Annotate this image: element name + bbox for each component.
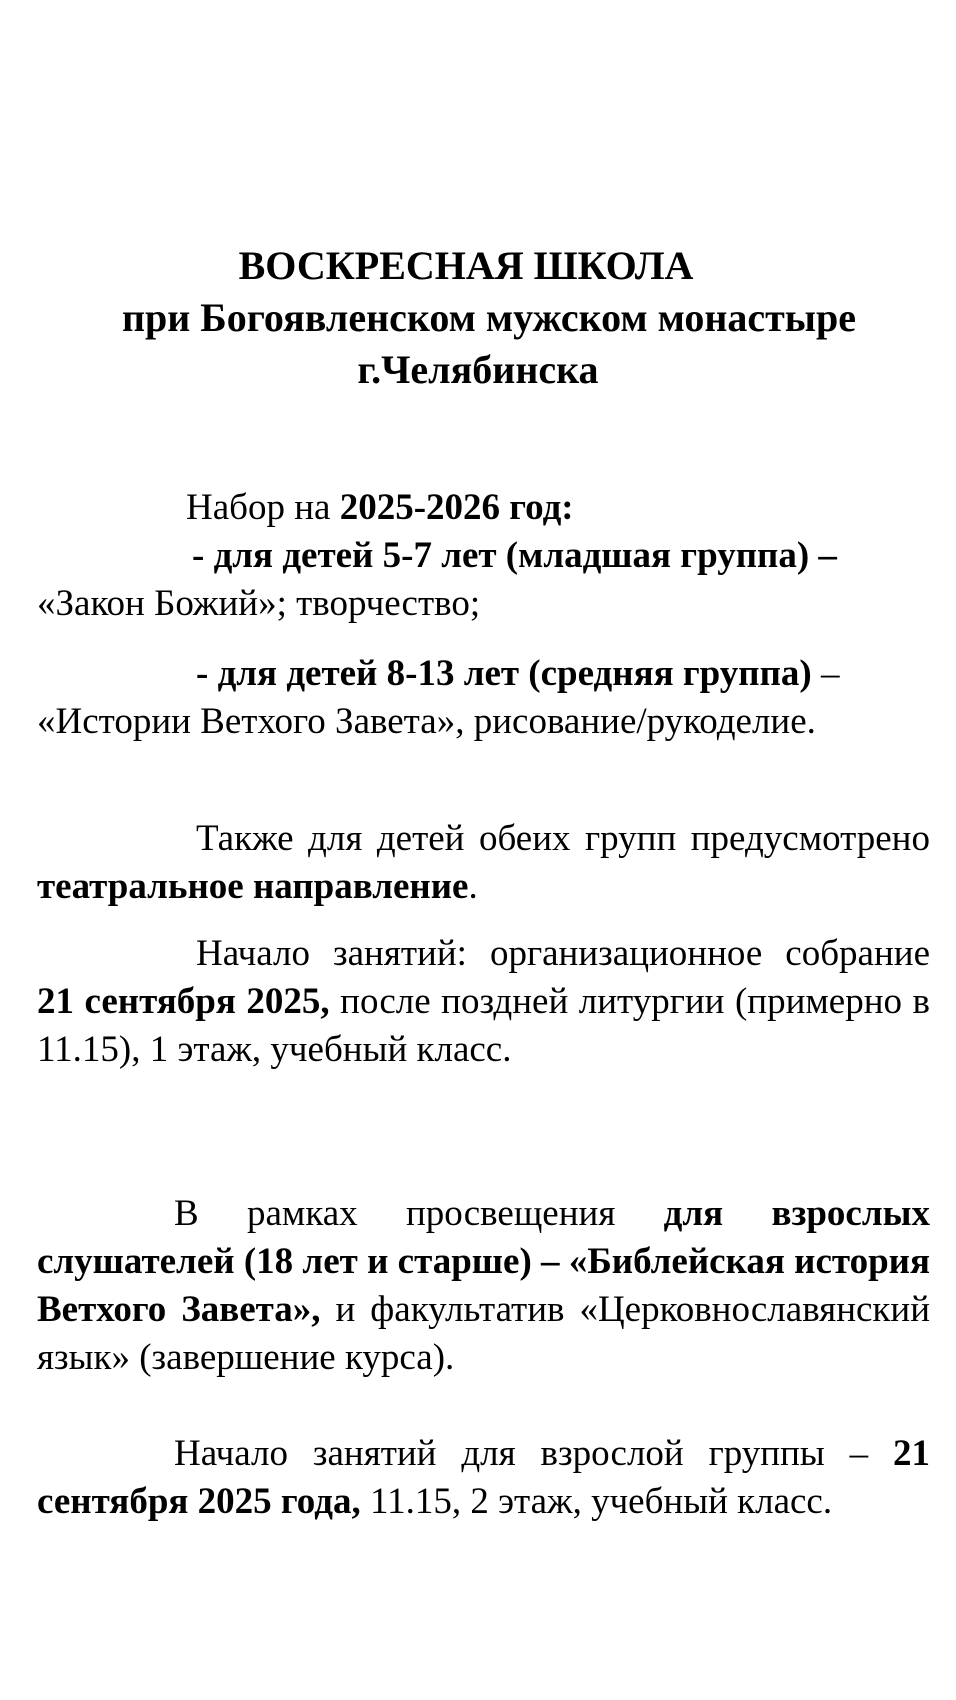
junior-group-label: - для детей 5-7 лет (младшая группа) – [192,535,837,576]
title-line-monastery: при Богоявленском мужском монастыре [121,295,857,340]
middle-group-heading [37,650,930,698]
middle-group-subjects: «Истории Ветхого Завета», рисование/рукоделие. [37,701,816,742]
intake-year: 2025-2026 год: [339,487,574,528]
intake-heading [37,484,930,532]
adults-prefix: В рамках просвещения [174,1193,664,1234]
junior-group-subjects: «Закон Божий»; творчество; [37,583,481,624]
adults-highlight: для взрослых слушателей (18 лет и старше) – «Библейская история Ветхого Завета», [37,1193,930,1330]
adult-start-date: 21 сентября 2025 года, [37,1433,930,1522]
title-line-city: г.Челябинска [357,347,599,392]
adult-start-suffix: 11.15, 2 этаж, учебный класс. [360,1481,833,1522]
title-line-school: ВОСКРЕСНАЯ ШКОЛА [238,243,694,288]
start-paragraph [37,930,930,1074]
intake-prefix: Набор на [186,487,340,528]
start-suffix: после поздней литургии (примерно в 11.15), 1 этаж, учебный класс. [37,981,930,1070]
middle-group-paragraph [37,650,930,746]
theatre-paragraph [37,815,930,911]
start-date: 21 сентября 2025, [37,981,330,1022]
adults-paragraph [37,1190,930,1382]
middle-group-label: - для детей 8-13 лет (средняя группа) [196,653,812,694]
adult-start-prefix: Начало занятий для взрослой группы – [174,1433,893,1474]
adults-suffix: и факультатив «Церковнославянский язык» (завершение курса). [37,1289,930,1378]
intake-paragraph [37,484,930,628]
theatre-prefix: Также для детей обеих групп предусмотрено [196,818,930,859]
theatre-highlight: театральное направление [37,866,469,907]
theatre-suffix: . [468,866,478,907]
start-prefix: Начало занятий: организационное собрание [196,933,930,974]
document-title [0,240,956,396]
middle-group-dash: – [811,653,840,694]
adult-start-paragraph [37,1430,930,1526]
